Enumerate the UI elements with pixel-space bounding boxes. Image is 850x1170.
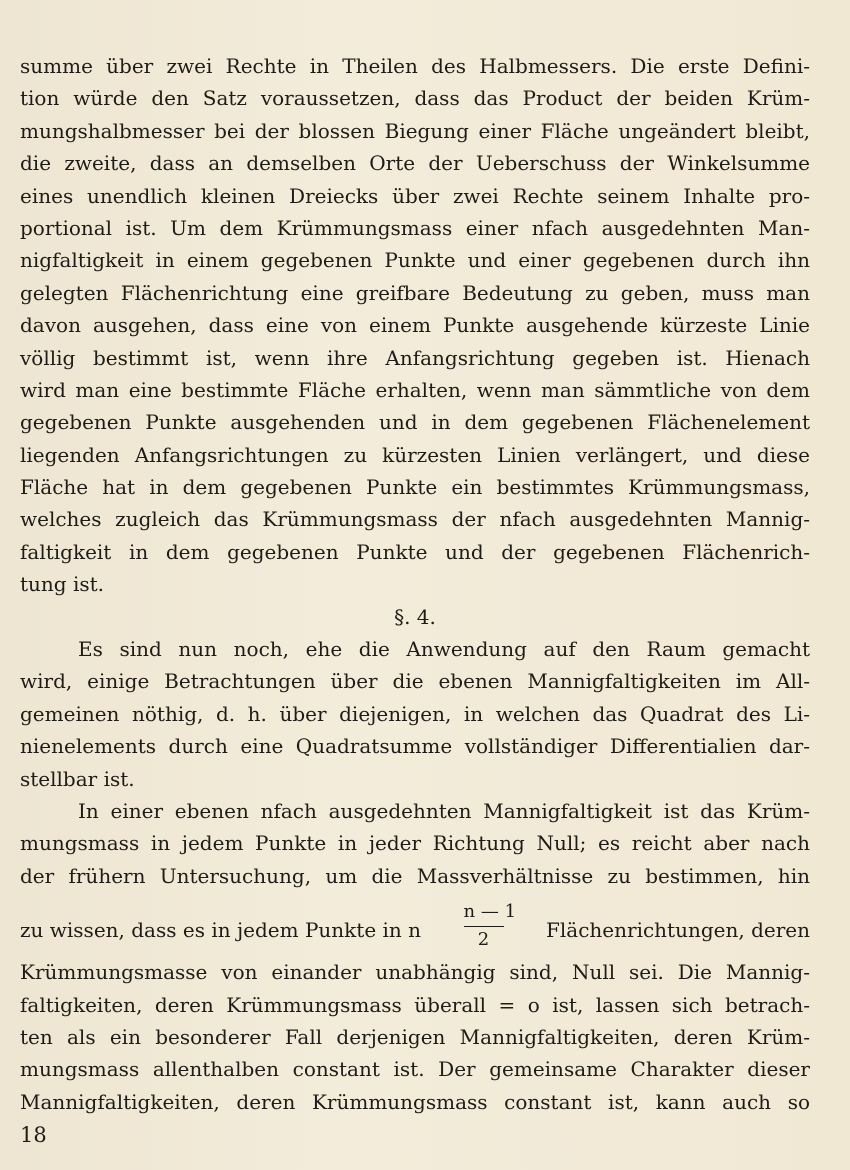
paragraph-3 [20,795,810,892]
fraction-numerator: n — 1 [463,901,517,923]
text-line: der frühern Untersuchung, um die Massverhältnisse zu bestimmen, hin [20,863,810,888]
text-line: liegenden Anfangsrichtungen zu kürzesten Linien verlängert, und diese [20,442,810,467]
text-line: faltigkeiten, deren Krümmungsmass überall = o ist, lassen sich betrach- [20,992,810,1017]
formula-text-after: Flächenrichtungen, deren [546,918,810,943]
page-number: 18 [20,1123,47,1147]
text-line: nienelements durch eine Quadratsumme vollständiger Differentialien dar- [20,734,810,759]
text-line: völlig bestimmt ist, wenn ihre Anfangsrichtung gegeben ist. Hienach [20,345,810,370]
text-line: eines unendlich kleinen Dreiecks über zwei Rechte seinem Inhalte pro- [20,183,810,208]
text-line: portional ist. Um dem Krümmungsmass einer nfach ausgedehnten Man- [20,215,810,240]
formula-line [20,892,810,956]
text-line: stellbar ist. [20,766,135,791]
fraction [463,901,517,951]
paragraph-3-continued [20,956,810,1118]
text-line: welches zugleich das Krümmungsmass der nfach ausgedehnten Mannig- [20,507,810,532]
text-line: nigfaltigkeit in einem gegebenen Punkte und einer gegebenen durch ihn [20,248,810,273]
text-line: tion würde den Satz voraussetzen, dass das Product der beiden Krüm- [20,86,810,111]
page-body [20,50,810,1118]
text-line: mungshalbmesser bei der blossen Biegung einer Fläche ungeändert bleibt, [20,118,810,143]
text-line: mungsmass allenthalben constant ist. Der gemeinsame Charakter dieser [20,1057,810,1082]
paragraph-1 [20,50,810,601]
formula-text-before: zu wissen, dass es in jedem Punkte in n [20,918,422,943]
text-line: In einer ebenen nfach ausgedehnten Mannigfaltigkeit ist das Krüm- [78,798,810,823]
text-line: faltigkeit in dem gegebenen Punkte und der gegebenen Flächenrich- [20,539,810,564]
text-line: Mannigfaltigkeiten, deren Krümmungsmass constant ist, kann auch so [20,1089,810,1114]
fraction-denominator: 2 [477,929,490,951]
text-line: Es sind nun noch, ehe die Anwendung auf den Raum gemacht [78,637,810,662]
text-line: tung ist. [20,572,105,597]
text-line: summe über zwei Rechte in Theilen des Halbmessers. Die erste Defini- [20,54,810,78]
text-line: gelegten Flächenrichtung eine greifbare Bedeutung zu geben, muss man [20,280,810,305]
text-line: wird man eine bestimmte Fläche erhalten, wenn man sämmtliche von dem [20,377,810,402]
text-line: davon ausgehen, dass eine von einem Punkte ausgehende kürzeste Linie [20,313,810,338]
text-line: die zweite, dass an demselben Orte der Ueberschuss der Winkelsumme [20,151,810,176]
text-line: Fläche hat in dem gegebenen Punkte ein bestimmtes Krümmungsmass, [20,475,810,500]
text-line: ten als ein besonderer Fall derjenigen Mannigfaltigkeiten, deren Krüm- [20,1024,810,1049]
text-line: mungsmass in jedem Punkte in jeder Richtung Null; es reicht aber nach [20,831,810,856]
text-line: Krümmungsmasse von einander unabhängig sind, Null sei. Die Mannig- [20,960,810,985]
text-line: gegebenen Punkte ausgehenden und in dem gegebenen Flächenelement [20,410,810,435]
text-line: gemeinen nöthig, d. h. über diejenigen, in welchen das Quadrat des Li- [20,701,810,726]
section-heading: §. 4. [394,604,436,629]
paragraph-2 [20,633,810,795]
text-line: wird, einige Betrachtungen über die ebenen Mannigfaltigkeiten im All- [20,669,810,694]
